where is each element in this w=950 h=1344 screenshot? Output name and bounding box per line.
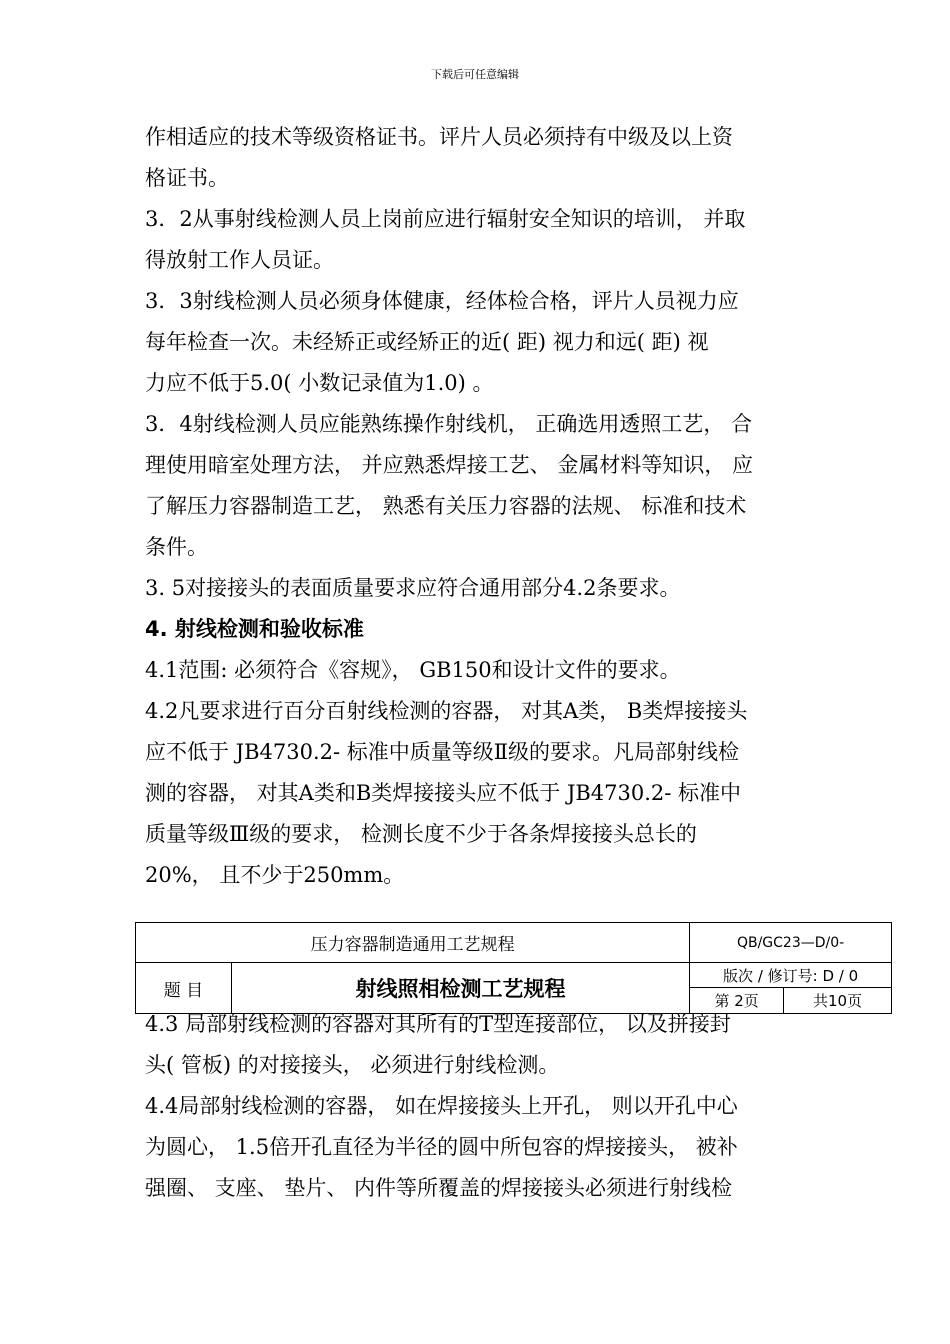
subject-label-cell: 题 目 bbox=[136, 963, 232, 1014]
text-line: 作相适应的技术等级资格证书。评片人员必须持有中级及以上资 bbox=[145, 125, 733, 149]
text-line: 应不低于 JB4730.2- 标准中质量等级Ⅱ级的要求。凡局部射线检 bbox=[145, 740, 740, 764]
page-total-cell: 共10页 bbox=[784, 988, 892, 1014]
text-line: 20%， 且不少于250mm。 bbox=[145, 863, 405, 887]
text-line: 头( 管板) 的对接接头， 必须进行射线检测。 bbox=[145, 1053, 560, 1077]
text-line: 4.2凡要求进行百分百射线检测的容器， 对其A类， B类焊接接头 bbox=[145, 699, 748, 723]
text-line: 3．3射线检测人员必须身体健康，经体检合格，评片人员视力应 bbox=[145, 289, 739, 313]
text-line: 质量等级Ⅲ级的要求， 检测长度不少于各条焊接接头总长的 bbox=[145, 822, 697, 846]
body-text-top bbox=[145, 117, 810, 896]
text-line: 每年检查一次。未经矫正或经矫正的近( 距) 视力和远( 距) 视 bbox=[145, 330, 709, 354]
text-line: 3．4射线检测人员应能熟练操作射线机， 正确选用透照工艺， 合 bbox=[145, 412, 753, 436]
text-line: 理使用暗室处理方法， 并应熟悉焊接工艺、 金属材料等知识， 应 bbox=[145, 453, 754, 477]
document-title-block bbox=[135, 922, 892, 1014]
text-line: 了解压力容器制造工艺， 熟悉有关压力容器的法规、 标准和技术 bbox=[145, 494, 747, 518]
subject-title-cell: 射线照相检测工艺规程 bbox=[231, 963, 689, 1014]
text-line: 4.1范围: 必须符合《容规》， GB150和设计文件的要求。 bbox=[145, 658, 681, 682]
doc-code-cell: QB/GC23—D/0- bbox=[690, 923, 892, 963]
section-heading: 4. 射线检测和验收标准 bbox=[145, 617, 364, 641]
text-line: 为圆心， 1.5倍开孔直径为半径的圆中所包容的焊接接头， 被补 bbox=[145, 1135, 738, 1159]
text-line: 得放射工作人员证。 bbox=[145, 248, 334, 272]
page-current-cell: 第 2页 bbox=[690, 988, 784, 1014]
body-text-bottom bbox=[145, 1004, 810, 1209]
page-header-note: 下载后可任意编辑 bbox=[431, 68, 519, 81]
revision-cell: 版次 / 修订号: D / 0 bbox=[690, 963, 892, 988]
text-line: 3. 5对接接头的表面质量要求应符合通用部分4.2条要求。 bbox=[145, 576, 681, 600]
text-line: 力应不低于5.0( 小数记录值为1.0) 。 bbox=[145, 371, 494, 395]
text-line: 4.3 局部射线检测的容器对其所有的T型连接部位， 以及拼接封 bbox=[145, 1012, 731, 1036]
text-line: 强圈、 支座、 垫片、 内件等所覆盖的焊接接头必须进行射线检 bbox=[145, 1176, 733, 1200]
text-line: 4.4局部射线检测的容器， 如在焊接接头上开孔， 则以开孔中心 bbox=[145, 1094, 738, 1118]
text-line: 格证书。 bbox=[145, 166, 229, 190]
text-line: 测的容器， 对其A类和B类焊接接头应不低于 JB4730.2- 标准中 bbox=[145, 781, 742, 805]
doc-name-cell: 压力容器制造通用工艺规程 bbox=[136, 923, 690, 963]
text-line: 条件。 bbox=[145, 535, 208, 559]
text-line: 3．2从事射线检测人员上岗前应进行辐射安全知识的培训， 并取 bbox=[145, 207, 746, 231]
